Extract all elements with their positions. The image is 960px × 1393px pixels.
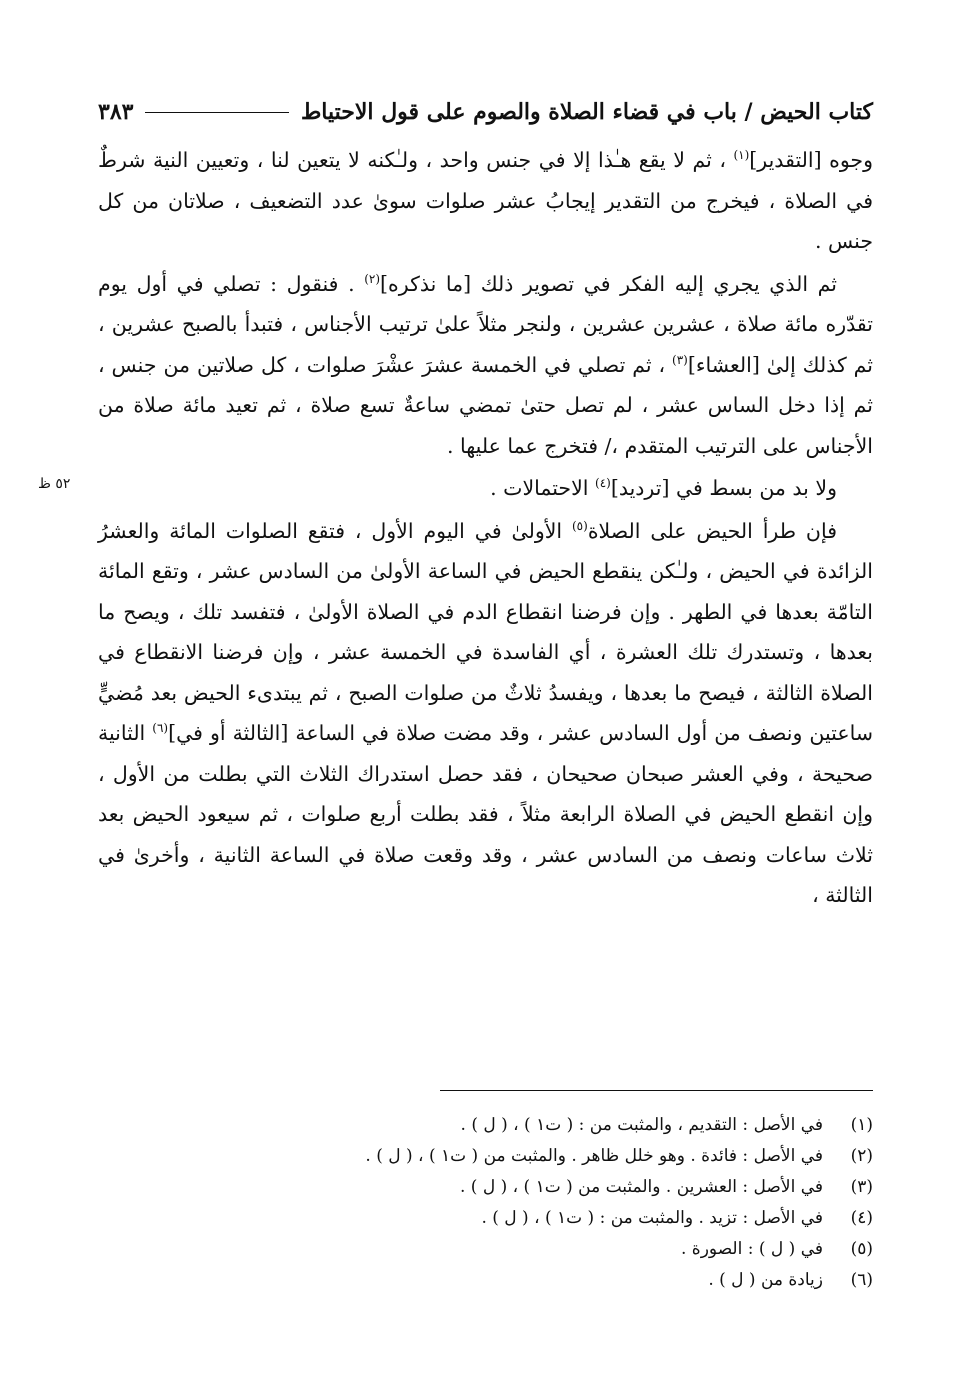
footnote-number: (٦) xyxy=(850,1270,873,1290)
paragraph-1 xyxy=(98,140,873,262)
footnote-text: زيادة من ( ل ) . xyxy=(708,1270,823,1290)
footnote xyxy=(98,1110,873,1141)
footnote-number: (٥) xyxy=(850,1239,873,1259)
footnote xyxy=(98,1203,873,1234)
footnote-text: في الأصل : فائدة . وهو خلل ظاهر . والمثبت من ( ت١ ) ، ( ل ) . xyxy=(365,1146,823,1166)
text-run: الأولىٰ في اليوم الأول ، فتقع الصلوات المائة والعشرُ الزائدة في الحيض ، ولـٰكن ينقطع الحيض في الساعة الأولىٰ من السادس عشر ، وتقع المائة التامّة بعدها في الطهر . وإن فرضنا انقطاع الدم في الصلاة الأولىٰ ، فتفسد تلك ، ويصح ما بعدها ، وتستدرك تلك العشرة ، أي الفاسدة في الخمسة عشر ، وإن فرضنا الانقطاع في الصلاة الثالثة ، فيصح ما بعدها ، ويفسدُ ثلاثٌ من صلوات الصبح ، ثم يبتدىء الحيض بعد مُضيٍّ ساعتين ونصف من أول السادس عشر ، وقد مضت صلاة في الساعة [الثالثة أو في] xyxy=(98,518,874,745)
text-run: ، ثم تصلي في الخمسة عشرَ عشْرَ صلوات ، كل صلاتين من جنس ، ثم إذا دخل الساس عشر ، لم تصل حتىٰ تمضي ساعةٌ تسع صلاة ، ثم تعيد مائة صلاة من الأجناس على الترتيب المتقدم ،/ فتخرج عما عليها . xyxy=(98,352,873,458)
footnotes-list xyxy=(98,1110,873,1296)
page-number: ٣٨٣ xyxy=(98,99,134,125)
text-run: وجوه [التقدير] xyxy=(749,148,873,172)
footnote-number: (٢) xyxy=(850,1146,873,1166)
footnote-marker: (٣) xyxy=(672,352,688,367)
footnote xyxy=(98,1172,873,1203)
footnote-number: (٣) xyxy=(850,1177,873,1197)
footnote-marker: (٤) xyxy=(595,476,611,491)
footnote-text: في ( ل ) : الصورة . xyxy=(680,1239,823,1259)
manuscript-folio-note: ٥٢ ظ xyxy=(38,476,71,492)
page-header xyxy=(98,92,873,132)
footnote-marker: (١) xyxy=(733,148,750,163)
footnote-marker: (٥) xyxy=(571,518,588,533)
paragraph-2 xyxy=(98,264,873,467)
text-run: ، ثم لا يقع هـٰذا إلا في جنس واحد ، ولـٰكنه لا يتعين لنا ، وتعيين النية شرطٌ في الصلاة ، فيخرج من التقدير إيجابُ عشر صلوات سوىٰ عدد التضعيف ، صلاتان من كل جنس . xyxy=(98,148,873,253)
main-text xyxy=(98,140,873,916)
footnote-number: (٤) xyxy=(850,1208,873,1228)
footnote-text: في الأصل : العشرين . والمثبت من ( ت١ ) ، ( ل ) . xyxy=(460,1177,823,1197)
text-run: فإن طرأ الحيض على الصلاة xyxy=(587,518,837,543)
footnote-text: في الأصل : التقديم ، والمثبت من : ( ت١ ) ، ( ل ) . xyxy=(460,1115,823,1135)
footnote-marker: (٢) xyxy=(364,271,381,286)
paragraph-4 xyxy=(98,511,873,916)
text-run: ولا بد من بسط في [ترديد] xyxy=(610,476,837,500)
text-run: ثم الذي يجري إليه الفكر في تصوير ذلك [ما نذكره] xyxy=(380,271,837,296)
footnote-number: (١) xyxy=(850,1115,873,1135)
footnote xyxy=(98,1234,873,1265)
header-rule xyxy=(145,112,289,113)
footnote-marker: (٦) xyxy=(152,721,169,736)
text-run: . فنقول : تصلي في أول يوم تقدّره مائة صلاة ، عشرين عشرين ، ولنجر مثلاً علىٰ ترتيب الأجناس ، فتبدأ بالصبح عشرين ، ثم كذلك إلىٰ [العشاء] xyxy=(98,271,873,377)
footnote xyxy=(98,1265,873,1296)
text-run: الاحتمالات . xyxy=(490,476,595,500)
paragraph-3 xyxy=(98,468,873,509)
footnote-separator xyxy=(440,1090,873,1091)
footnote xyxy=(98,1141,873,1172)
footnote-text: في الأصل : تزيد . والمثبت من : ( ت١ ) ، ( ل ) . xyxy=(481,1208,823,1228)
text-run: الثانية صحيحة ، وفي العشر صبحان صحيحان ، فقد حصل استدراك الثلاث التي بطلت من الأول ، وإن انقطع الحيض في الصلاة الرابعة مثلاً ، فقد بطلت أربع صلوات ، ثم سيعود الحيض بعد ثلاث ساعات ونصف من السادس عشر ، وقد وقعت صلاة في الساعة الثانية ، وأخرىٰ في الثالثة ، xyxy=(98,721,873,907)
running-title: كتاب الحيض / باب في قضاء الصلاة والصوم على قول الاحتياط xyxy=(300,99,873,125)
